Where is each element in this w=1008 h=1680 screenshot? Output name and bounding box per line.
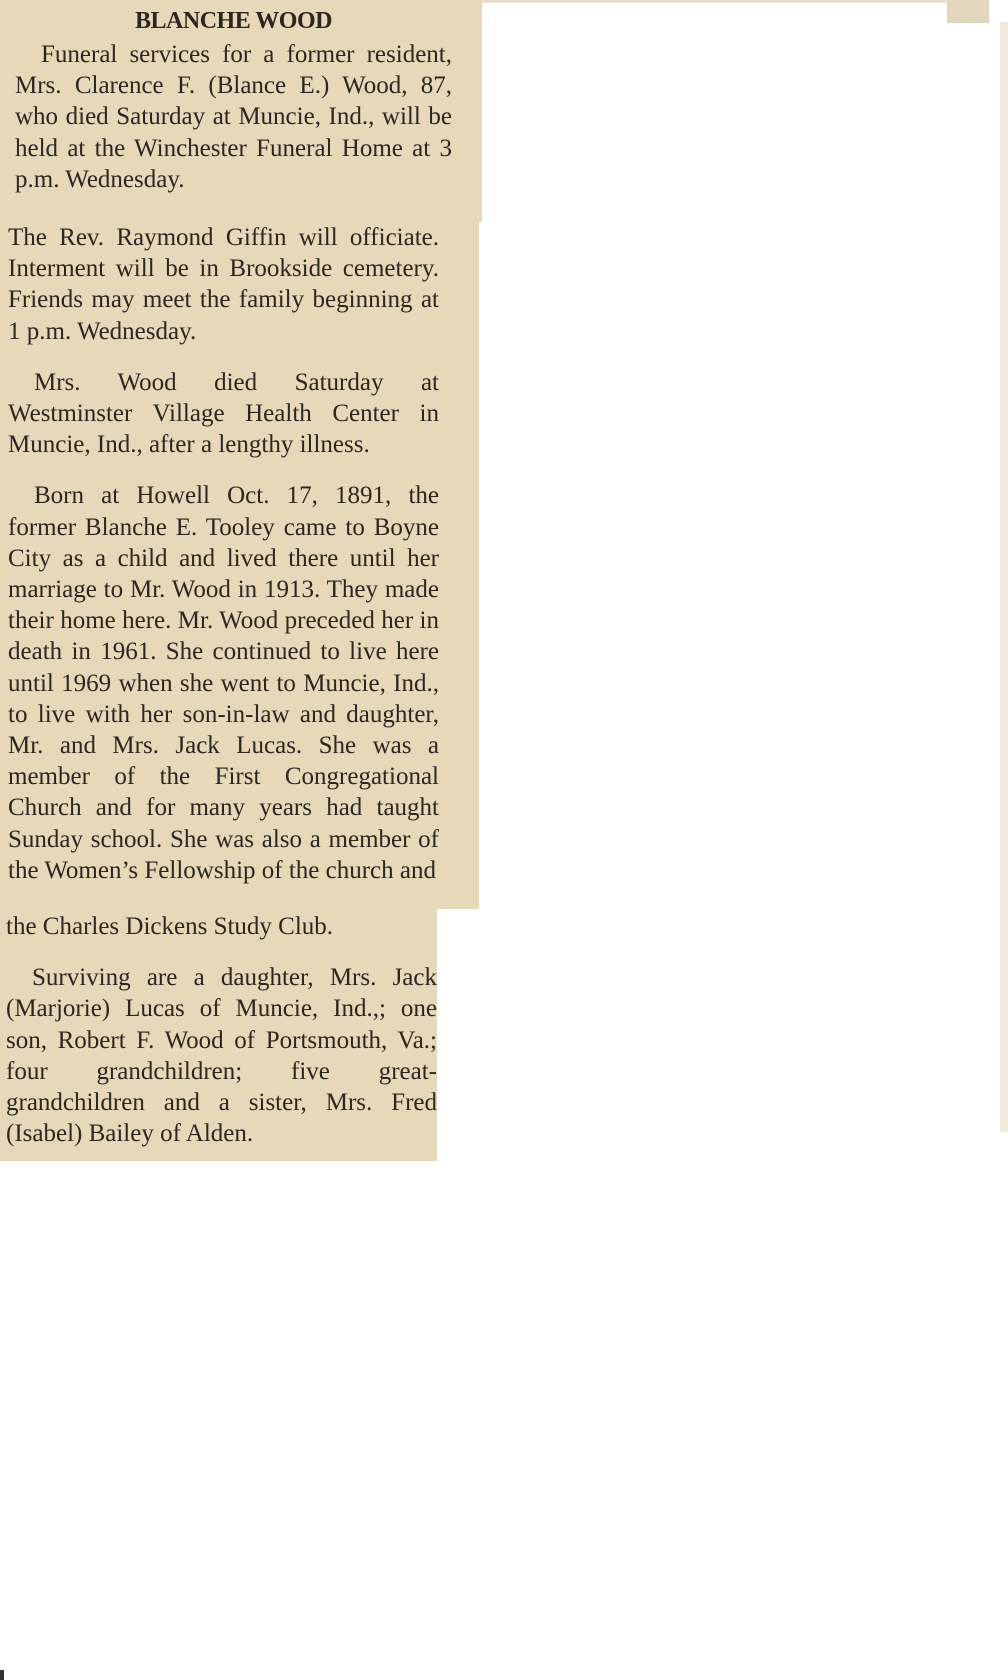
paragraph-funeral-services: Funeral services for a former resident, Mrs. Clarence F. (Blance E.) Wood, 87, who died Saturday at Muncie, Ind., will be held at the Winchester Funeral Home at 3 p.m. Wednesday. [15, 41, 452, 193]
obituary-headline: BLANCHE WOOD [135, 8, 332, 34]
clipping-section-3 [0, 908, 437, 1161]
paragraph-survivors: Surviving are a daughter, Mrs. Jack (Marjorie) Lucas of Muncie, Ind.,; one son, Robert F. Wood of Portsmouth, Va.; four grandchildren; five great-grandchildren and a sister, Mrs. Fred (Isabel) Bailey of Alden. [6, 964, 437, 1148]
paragraph-biography-continued: the Charles Dickens Study Club. [6, 913, 334, 940]
paragraph-death: Mrs. Wood died Saturday at Westminster Village Health Center in Muncie, Ind., after a lengthy illness. [8, 368, 439, 459]
clipping-section-1 [0, 0, 482, 222]
paper-edge-top [482, 0, 947, 3]
scan-corner-mark [0, 1670, 4, 1680]
paragraph-biography: Born at Howell Oct. 17, 1891, the former Blanche E. Tooley came to Boyne City as a child and lived there until her marriage to Mr. Wood in 1913. They made their home here. Mr. Wood preceded her in death in 1961. She continued to live here until 1969 when she went to Muncie, Ind., to live with her son-in-law and daughter, Mr. and Mrs. Jack Lucas. She was a member of the First Congregational Church and for many years had taught Sunday school. She was also a member of the Women’s Fellowship of the church and [8, 482, 439, 884]
clipping-section-2 [0, 221, 479, 909]
paper-edge-right [1000, 22, 1008, 1132]
paper-scrap-corner [947, 0, 989, 23]
paragraph-officiate: The Rev. Raymond Giffin will officiate. Interment will be in Brookside cemetery. Friends may meet the family beginning at 1 p.m. Wednesday. [8, 224, 439, 345]
